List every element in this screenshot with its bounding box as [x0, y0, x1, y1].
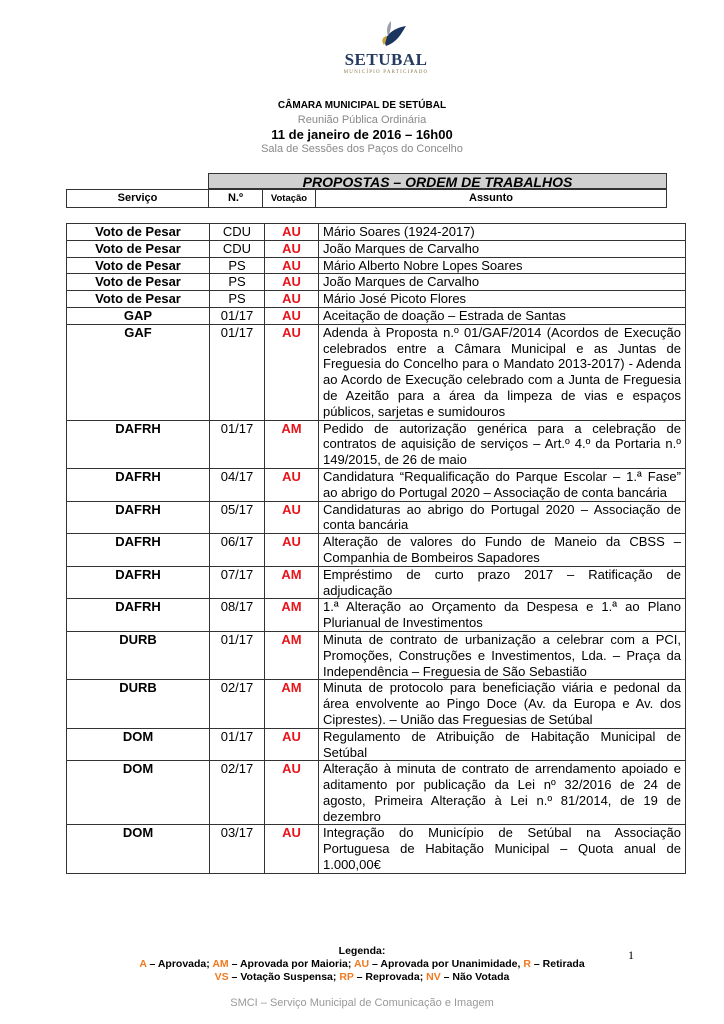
cell-assunto: Mário José Picoto Flores [319, 291, 686, 308]
cell-assunto: João Marques de Carvalho [319, 274, 686, 291]
legend-title: Legenda: [338, 945, 386, 957]
cell-assunto: Alteração à minuta de contrato de arrendamento apoiado e aditamento por publicação da Lei nº 32/2016 de 24 de agosto, Primeira Alteração à Lei n.º 81/2014, de 19 de dezembro [319, 761, 686, 825]
cell-numero: 06/17 [210, 534, 265, 567]
cell-numero: 01/17 [210, 631, 265, 679]
cell-votacao: AM [265, 566, 319, 599]
cell-assunto: Integração do Município de Setúbal na Associação Portuguesa de Habitação Municipal – Quota anual de 1.000,00€ [319, 825, 686, 873]
legend-code: VS [214, 971, 229, 983]
cell-numero: 02/17 [210, 680, 265, 728]
column-header-servico: Serviço [67, 190, 209, 207]
legend-code: A [139, 958, 147, 970]
table-row [67, 224, 686, 241]
table-row [67, 257, 686, 274]
logo-wordmark: SETUBAL [344, 50, 428, 69]
cell-assunto: Adenda à Proposta n.º 01/GAF/2014 (Acordos de Execução celebrados entre a Câmara Municipal e as Juntas de Freguesia do Concelho para o Mandato 2013-2017) - Adenda ao Acordo de Execução celebrado com a Junta de Freguesia de Azeitão para a área da limpeza de vias e espaços públicos, sarjetas e sumidouros [319, 324, 686, 420]
cell-numero: CDU [210, 240, 265, 257]
cell-votacao: AU [265, 224, 319, 241]
cell-servico: Voto de Pesar [67, 224, 210, 241]
cell-servico: DAFRH [67, 599, 210, 632]
cell-votacao: AU [265, 501, 319, 534]
table-row [67, 420, 686, 468]
table-row [67, 680, 686, 728]
table-row [67, 274, 686, 291]
cell-votacao: AU [265, 534, 319, 567]
legend-code: AM [212, 958, 229, 970]
legend-line-1: A – Aprovada; AM – Aprovada por Maioria; AU – Aprovada por Unanimidade, R – Retirada [139, 958, 585, 970]
table-row [67, 240, 686, 257]
column-headers [66, 189, 667, 208]
footer-text: SMCI – Serviço Municipal de Comunicação e Imagem [230, 997, 494, 1009]
table-row [67, 534, 686, 567]
cell-assunto: Alteração de valores do Fundo de Maneio da CBSS – Companhia de Bombeiros Sapadores [319, 534, 686, 567]
cell-servico: DAFRH [67, 501, 210, 534]
cell-assunto: Mário Soares (1924-2017) [319, 224, 686, 241]
cell-numero: PS [210, 291, 265, 308]
cell-numero: 01/17 [210, 420, 265, 468]
cell-votacao: AU [265, 257, 319, 274]
cell-assunto: Regulamento de Atribuição de Habitação Municipal de Setúbal [319, 728, 686, 761]
meeting-date: 11 de janeiro de 2016 – 16h00 [271, 127, 453, 142]
cell-numero: 07/17 [210, 566, 265, 599]
table-row [67, 761, 686, 825]
cell-servico: GAP [67, 307, 210, 324]
cell-votacao: AU [265, 468, 319, 501]
cell-servico: Voto de Pesar [67, 291, 210, 308]
cell-numero: 02/17 [210, 761, 265, 825]
cell-assunto: Mário Alberto Nobre Lopes Soares [319, 257, 686, 274]
cell-servico: Voto de Pesar [67, 240, 210, 257]
cell-assunto: Minuta de protocolo para beneficiação viária e pedonal da área envolvente ao Pingo Doce (Av. da Europa e Av. dos Ciprestes). – União das Freguesias de Setúbal [319, 680, 686, 728]
cell-votacao: AU [265, 324, 319, 420]
column-header-numero: N.º [209, 190, 263, 207]
cell-numero: 01/17 [210, 307, 265, 324]
table-row [67, 307, 686, 324]
table-row [67, 566, 686, 599]
cell-servico: Voto de Pesar [67, 257, 210, 274]
cell-votacao: AU [265, 825, 319, 873]
cell-assunto: João Marques de Carvalho [319, 240, 686, 257]
table-row [67, 324, 686, 420]
page-number: 1 [628, 948, 634, 962]
table-row [67, 599, 686, 632]
cell-numero: 05/17 [210, 501, 265, 534]
meeting-location: Sala de Sessões dos Paços do Concelho [261, 143, 463, 155]
legend-code: RP [339, 971, 354, 983]
legend-label: Votação Suspensa [240, 971, 333, 983]
cell-votacao: AU [265, 274, 319, 291]
cell-votacao: AU [265, 307, 319, 324]
table-row [67, 501, 686, 534]
table-row [67, 291, 686, 308]
legend-label: Não Votada [452, 971, 510, 983]
proposals-table [66, 223, 686, 874]
column-header-votacao: Votação [263, 190, 316, 207]
cell-assunto: Candidaturas ao abrigo do Portugal 2020 – Associação de conta bancária [319, 501, 686, 534]
cell-numero: PS [210, 274, 265, 291]
cell-servico: DOM [67, 728, 210, 761]
cell-servico: DAFRH [67, 534, 210, 567]
cell-votacao: AU [265, 728, 319, 761]
cell-votacao: AM [265, 680, 319, 728]
legend-label: Aprovada [157, 958, 207, 970]
cell-assunto: 1.ª Alteração ao Orçamento da Despesa e 1.ª ao Plano Plurianual de Investimentos [319, 599, 686, 632]
legend-code: R [523, 958, 531, 970]
table-row [67, 631, 686, 679]
cell-votacao: AU [265, 761, 319, 825]
cell-servico: Voto de Pesar [67, 274, 210, 291]
cell-numero: PS [210, 257, 265, 274]
legend-label: Retirada [542, 958, 585, 970]
cell-assunto: Minuta de contrato de urbanização a celebrar com a PCI, Promoções, Construções e Investimentos, Lda. – Praça da Independência – Freguesia de São Sebastião [319, 631, 686, 679]
cell-numero: 01/17 [210, 324, 265, 420]
cell-numero: 03/17 [210, 825, 265, 873]
cell-servico: DURB [67, 631, 210, 679]
cell-servico: DAFRH [67, 566, 210, 599]
cell-assunto: Pedido de autorização genérica para a celebração de contratos de aquisição de serviços – Art.º 4.º da Portaria n.º 149/2015, de 26 de maio [319, 420, 686, 468]
table-row [67, 468, 686, 501]
cell-servico: DURB [67, 680, 210, 728]
legend-label: Aprovada por Unanimidade [380, 958, 518, 970]
cell-votacao: AM [265, 631, 319, 679]
legend-code: NV [426, 971, 441, 983]
logo-tagline: MUNICÍPIO PARTICIPADO [343, 70, 429, 75]
table-row [67, 728, 686, 761]
table-header [66, 173, 667, 208]
cell-votacao: AM [265, 420, 319, 468]
cell-votacao: AU [265, 240, 319, 257]
column-header-assunto: Assunto [469, 192, 513, 204]
cell-votacao: AU [265, 291, 319, 308]
cell-servico: DOM [67, 761, 210, 825]
legend-label: Reprovada [365, 971, 420, 983]
table-row [67, 825, 686, 873]
meeting-type: Reunião Pública Ordinária [297, 114, 427, 126]
setubal-logo [338, 20, 434, 80]
cell-numero: 04/17 [210, 468, 265, 501]
legend-line-2: VS – Votação Suspensa; RP – Reprovada; NV – Não Votada [214, 971, 510, 983]
cell-numero: 01/17 [210, 728, 265, 761]
logo-flame-icon [372, 20, 412, 50]
cell-numero: 08/17 [210, 599, 265, 632]
institution-name: CÂMARA MUNICIPAL DE SETÚBAL [277, 100, 447, 111]
cell-servico: DOM [67, 825, 210, 873]
cell-servico: DAFRH [67, 420, 210, 468]
legend-label: Aprovada por Maioria [239, 958, 348, 970]
cell-assunto: Aceitação de doação – Estrada de Santas [319, 307, 686, 324]
legend-code: AU [353, 958, 370, 970]
table-title: PROPOSTAS – ORDEM DE TRABALHOS [208, 173, 667, 189]
cell-assunto: Empréstimo de curto prazo 2017 – Ratificação de adjudicação [319, 566, 686, 599]
cell-numero: CDU [210, 224, 265, 241]
cell-votacao: AM [265, 599, 319, 632]
cell-servico: GAF [67, 324, 210, 420]
cell-servico: DAFRH [67, 468, 210, 501]
cell-assunto: Candidatura “Requalificação do Parque Escolar – 1.ª Fase” ao abrigo do Portugal 2020 – Associação de conta bancária [319, 468, 686, 501]
